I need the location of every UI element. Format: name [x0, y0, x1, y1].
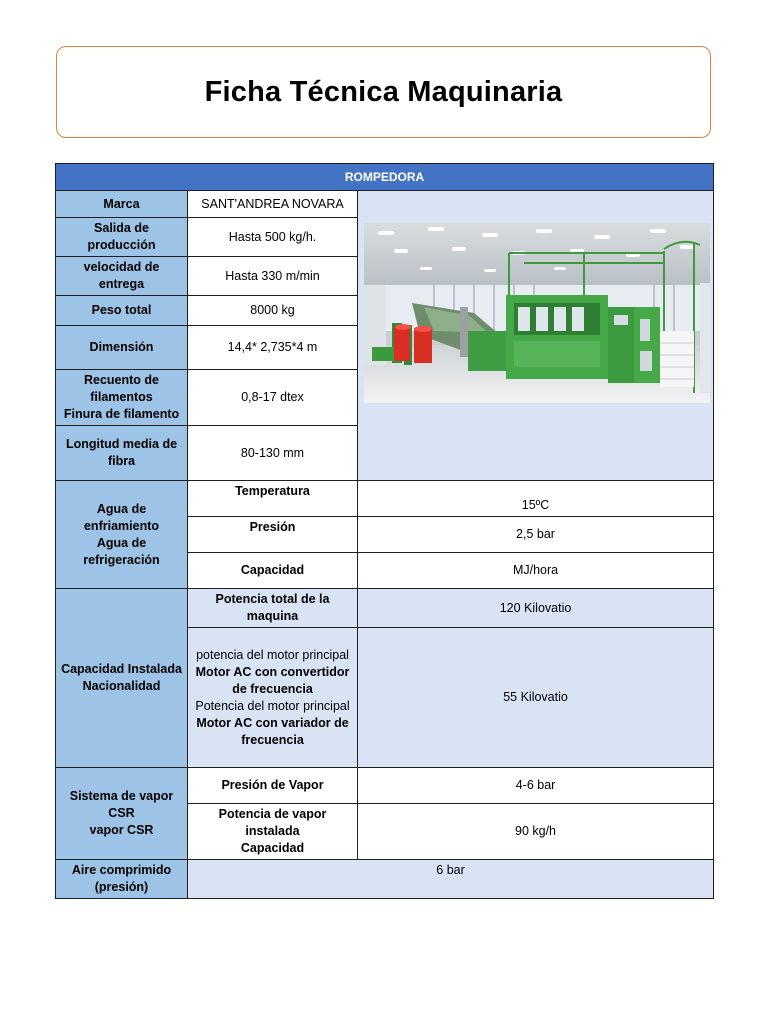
- recuento-value: 0,8-17 dtex: [188, 370, 358, 426]
- machine-photo: [364, 223, 710, 403]
- motor-line-1: potencia del motor principal: [196, 647, 349, 662]
- page-title: Ficha Técnica Maquinaria: [204, 75, 563, 108]
- motor-line-2: Motor AC con convertidor de frecuencia: [195, 664, 350, 696]
- potencia-total-label: Potencia total de la maquina: [188, 589, 358, 628]
- recuento-label-1: Recuento de filamentos: [83, 373, 159, 404]
- presion-label: Presión: [188, 517, 358, 553]
- capacidad-agua-value: MJ/hora: [358, 553, 714, 589]
- peso-value: 8000 kg: [188, 296, 358, 326]
- potencia-vapor-label-1: Potencia de vapor instalada: [218, 807, 327, 838]
- presion-vapor-value: 4-6 bar: [358, 768, 714, 804]
- vapor-label-3: vapor CSR: [89, 823, 154, 837]
- recuento-label-2: Finura de filamento: [63, 407, 180, 421]
- peso-label: Peso total: [56, 296, 188, 326]
- marca-label: Marca: [56, 191, 188, 218]
- potencia-vapor-label-2: Capacidad: [240, 841, 305, 855]
- velocidad-value: Hasta 330 m/min: [188, 257, 358, 296]
- salida-value: Hasta 500 kg/h.: [188, 218, 358, 257]
- potencia-vapor-value: 90 kg/h: [358, 804, 714, 860]
- motor-value: 55 Kilovatio: [358, 628, 714, 768]
- potencia-total-value: 120 Kilovatio: [358, 589, 714, 628]
- agua-label-2: Agua de refrigeración: [83, 535, 160, 567]
- vapor-label: [56, 768, 188, 860]
- vapor-label-1: Sistema de vapor: [69, 789, 174, 803]
- capacidad-instalada-label-2: Nacionalidad: [82, 679, 161, 693]
- longitud-label: Longitud media de fibra: [56, 426, 188, 481]
- vapor-label-2: CSR: [108, 806, 135, 820]
- presion-value: 2,5 bar: [358, 517, 714, 553]
- agua-label-1: Agua de enfriamiento: [83, 501, 159, 533]
- dimension-label: Dimensión: [56, 326, 188, 370]
- title-box: [56, 46, 711, 138]
- aire-value: 6 bar: [188, 860, 714, 899]
- table-header: ROMPEDORA: [56, 164, 714, 191]
- marca-value: SANT'ANDREA NOVARA: [188, 191, 358, 218]
- temperatura-value: 15ºC: [358, 481, 714, 517]
- aire-label: Aire comprimido (presión): [56, 860, 188, 899]
- agua-label: [56, 481, 188, 589]
- potencia-vapor-label: [188, 804, 358, 860]
- presion-vapor-label: Presión de Vapor: [188, 768, 358, 804]
- capacidad-agua-label: Capacidad: [188, 553, 358, 589]
- motor-line-4: Motor AC con variador de frecuencia: [196, 715, 349, 747]
- capacidad-instalada-label: [56, 589, 188, 768]
- velocidad-label: velocidad de entrega: [56, 257, 188, 296]
- motor-label: [188, 628, 358, 768]
- machine-photo-cell: [358, 191, 714, 481]
- longitud-value: 80-130 mm: [188, 426, 358, 481]
- recuento-label: [56, 370, 188, 426]
- capacidad-instalada-label-1: Capacidad Instalada: [61, 662, 182, 676]
- spec-table: [55, 163, 714, 899]
- salida-label: Salida de producción: [56, 218, 188, 257]
- temperatura-label: Temperatura: [188, 481, 358, 517]
- dimension-value: 14,4* 2,735*4 m: [188, 326, 358, 370]
- motor-line-3: Potencia del motor principal: [195, 698, 350, 713]
